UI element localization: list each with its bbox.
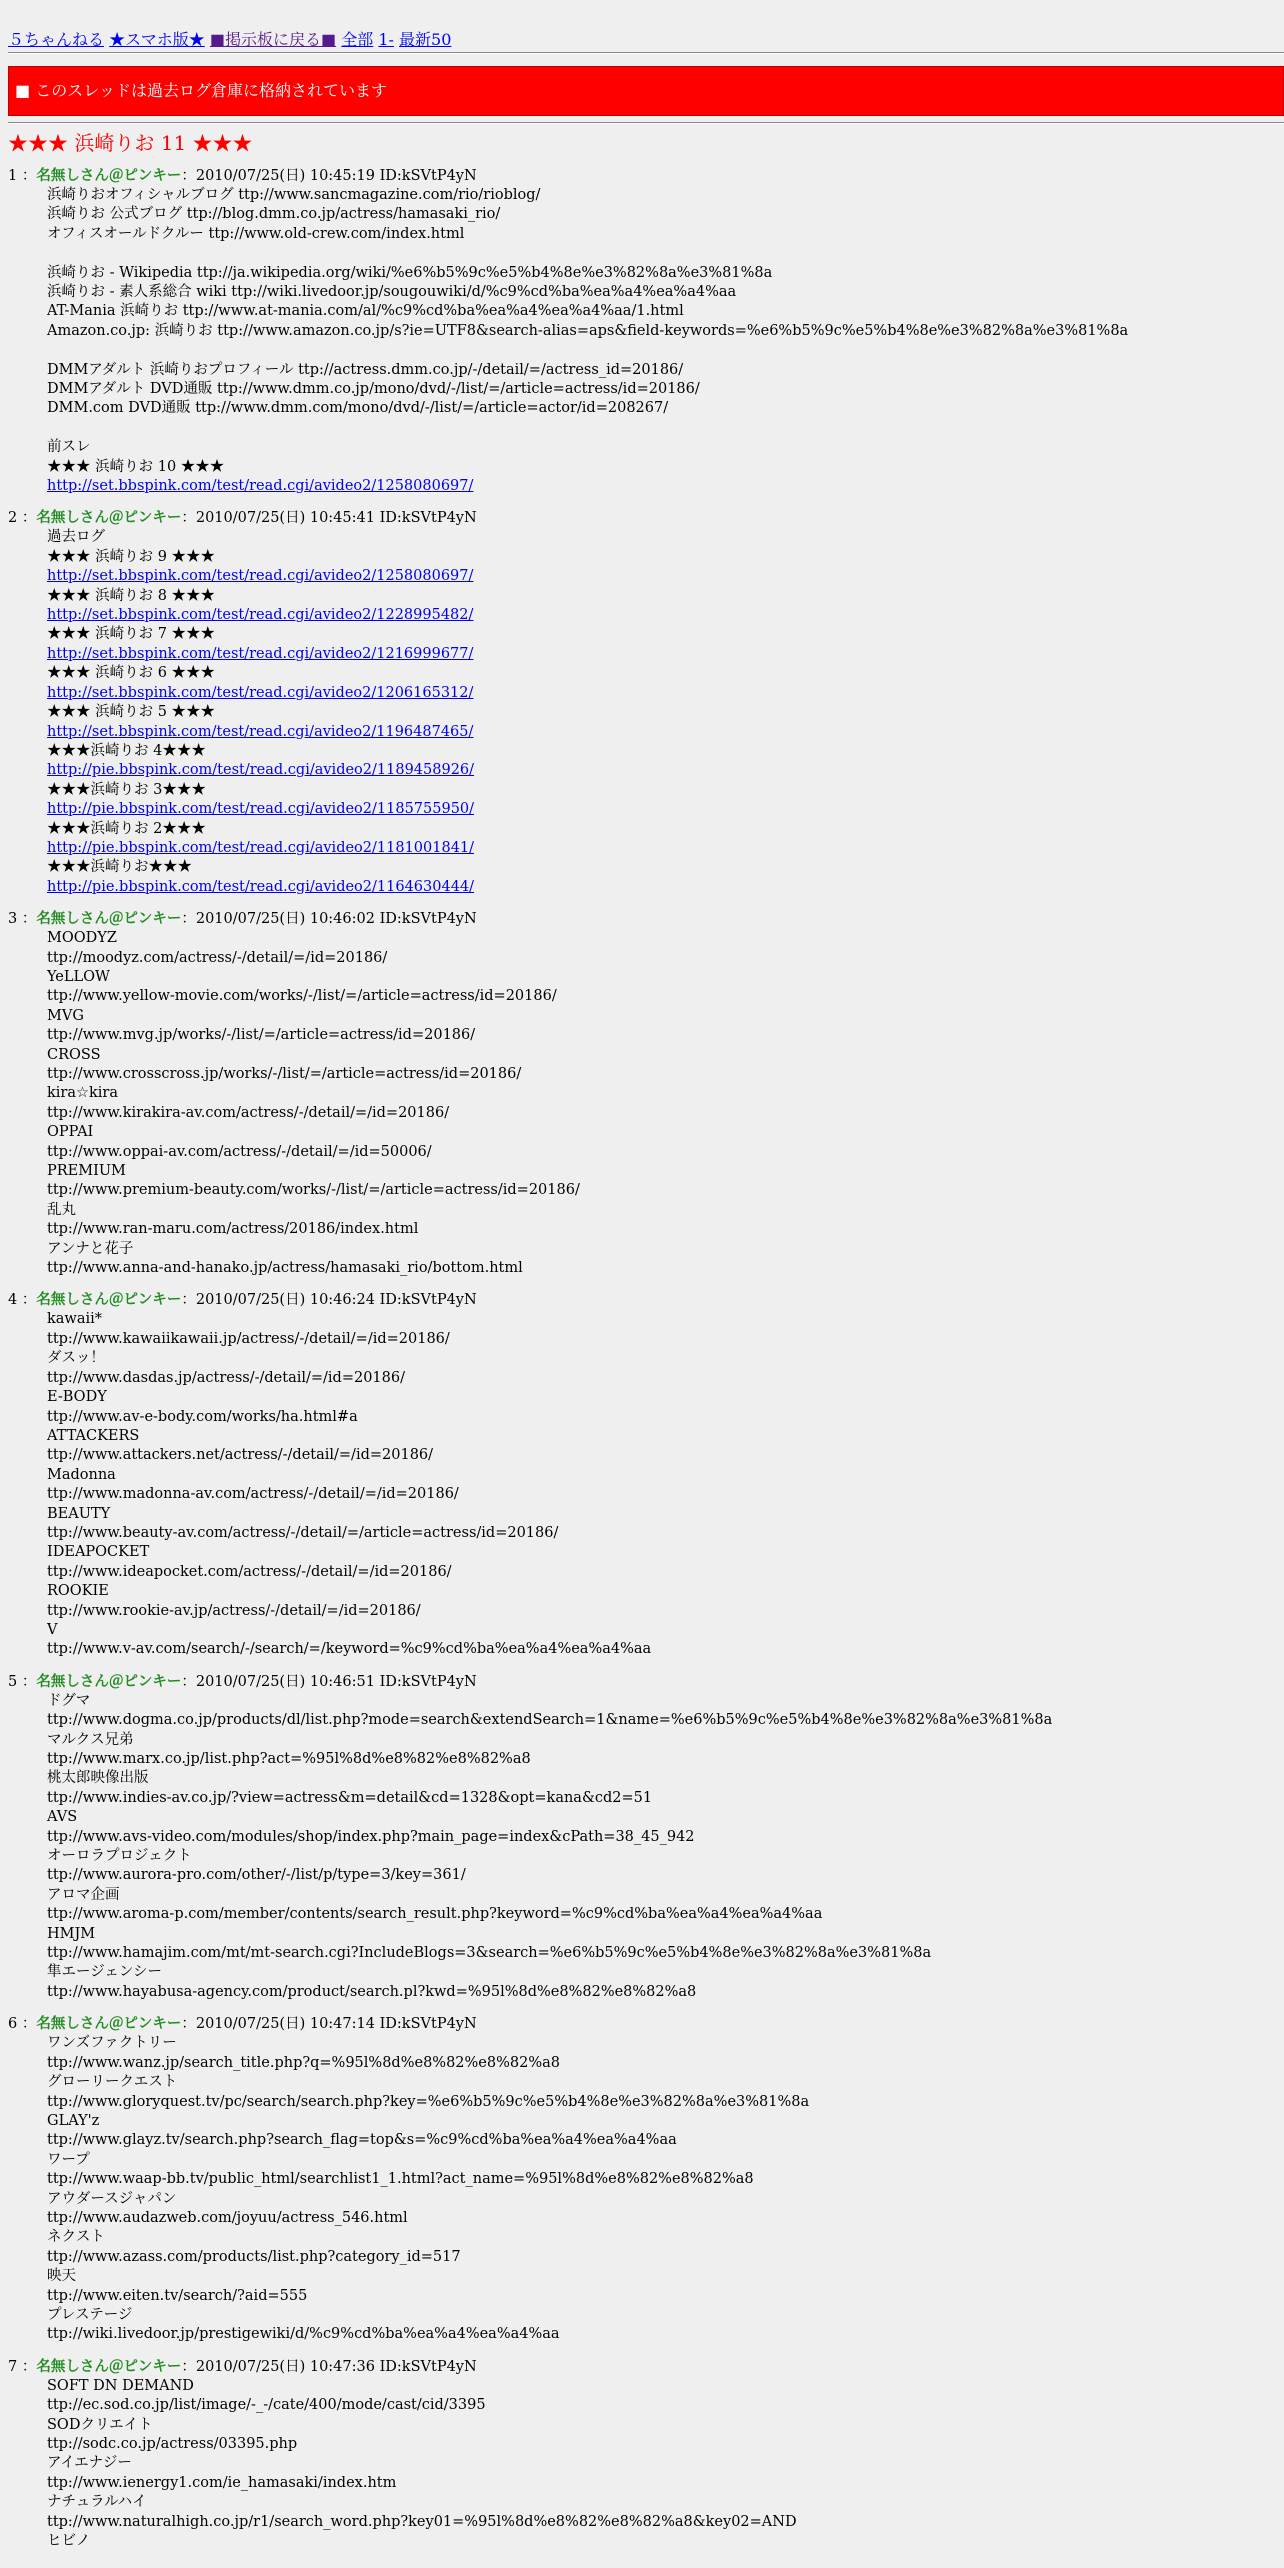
post-text: ttp://www.eiten.tv/search/?aid=555 bbox=[47, 2287, 308, 2304]
post-text: ttp://www.premium-beauty.com/works/-/list/=/article=actress/id=20186/ bbox=[47, 1182, 580, 1199]
post-line bbox=[47, 2396, 1284, 2415]
post-text: オフィスオールドクルー ttp://www.old-crew.com/index.html bbox=[47, 225, 465, 242]
post bbox=[8, 1290, 1284, 1659]
post-line bbox=[47, 781, 1284, 800]
post-line bbox=[47, 878, 1284, 897]
archived-banner: ■ このスレッドは過去ログ倉庫に格納されています bbox=[8, 66, 1284, 116]
post-text: 隼エージェンシー bbox=[47, 1964, 163, 1981]
post-text: ヒビノ bbox=[47, 2533, 91, 2550]
post-body bbox=[47, 528, 1284, 897]
post-line bbox=[47, 1789, 1284, 1808]
post-line bbox=[47, 2287, 1284, 2306]
post-text: ワンズファクトリー bbox=[47, 2035, 177, 2052]
post-text: ttp://ec.sod.co.jp/list/image/-_-/cate/400/mode/cast/cid/3395 bbox=[47, 2397, 486, 2414]
post-line bbox=[47, 1808, 1284, 1827]
post-line bbox=[47, 625, 1284, 644]
post-text: AT-Mania 浜崎りお ttp://www.at-mania.com/al/%c9%cd%ba%ea%a4%ea%a4%aa/1.html bbox=[47, 303, 684, 320]
post-line bbox=[47, 1104, 1284, 1123]
post-text: IDEAPOCKET bbox=[47, 1544, 150, 1561]
post-line bbox=[47, 399, 1284, 418]
post-text: AVS bbox=[47, 1809, 78, 1826]
post-text: ttp://www.dogma.co.jp/products/dl/list.php?mode=search&extendSearch=1&name=%e6%b5%9c%e5%b4%8e%e3%82%8a%e3%81%8a bbox=[47, 1712, 1053, 1729]
post-line bbox=[47, 1046, 1284, 1065]
post-line bbox=[47, 1220, 1284, 1239]
post-line bbox=[47, 1944, 1284, 1963]
post-line bbox=[47, 2112, 1284, 2131]
divider bbox=[8, 122, 1284, 124]
post-text: ★★★浜崎りお 2★★★ bbox=[47, 820, 206, 837]
post-line bbox=[47, 2248, 1284, 2267]
post-text: オーロラプロジェクト bbox=[47, 1848, 192, 1865]
nav-back-to-board-link[interactable]: ■掲示板に戻る■ bbox=[209, 30, 337, 49]
post-line bbox=[47, 186, 1284, 205]
post bbox=[8, 166, 1284, 496]
post-text: HMJM bbox=[47, 1925, 96, 1942]
post-header: 6 ：名無しさん＠ピンキー：2010/07/25(日) 10:47:14 ID:kSVtP4yN bbox=[8, 2015, 477, 2033]
post-line bbox=[47, 225, 1284, 244]
post-line bbox=[47, 1162, 1284, 1181]
post-text: アロマ企画 bbox=[47, 1886, 120, 1903]
post-line bbox=[47, 380, 1284, 399]
post-line bbox=[47, 929, 1284, 948]
post-line bbox=[47, 1446, 1284, 1465]
post-line bbox=[47, 1408, 1284, 1427]
post-text: ★★★浜崎りお★★★ bbox=[47, 859, 192, 876]
post-date-id: 2010/07/25(日) 10:47:14 ID:kSVtP4yN bbox=[195, 2016, 477, 2033]
post-line bbox=[47, 1925, 1284, 1944]
post-line bbox=[47, 645, 1284, 664]
post-line bbox=[47, 1621, 1284, 1640]
post-line bbox=[47, 2170, 1284, 2189]
post-line bbox=[47, 205, 1284, 224]
post-text: DMMアダルト 浜崎りおプロフィール ttp://actress.dmm.co.jp/-/detail/=/actress_id=20186/ bbox=[47, 361, 684, 378]
post-text: YeLLOW bbox=[47, 968, 110, 985]
post-text: ttp://www.hamajim.com/mt/mt-search.cgi?IncludeBlogs=3&search=%e6%b5%9c%e5%b4%8e%e3%82%8a%e3%81%8a bbox=[47, 1945, 932, 1962]
post-text: Amazon.co.jp: 浜崎りお ttp://www.amazon.co.jp/s?ie=UTF8&search-alias=aps&field-keywords=%e6%b5%9c%e5%b4%8e%e3%82%8a%e3%81%8a bbox=[47, 322, 1129, 339]
post-date-id: 2010/07/25(日) 10:46:02 ID:kSVtP4yN bbox=[195, 911, 477, 928]
thread-link[interactable]: http://set.bbspink.com/test/read.cgi/avideo2/1216999677/ bbox=[47, 645, 474, 662]
post-line bbox=[47, 1201, 1284, 1220]
post-text: V bbox=[47, 1621, 58, 1638]
post-text: ROOKIE bbox=[47, 1583, 109, 1600]
post-text: マルクス兄弟 bbox=[47, 1731, 134, 1748]
post-text: グローリークエスト bbox=[47, 2074, 178, 2091]
post bbox=[8, 508, 1284, 897]
post-text: ttp://www.wanz.jp/search_title.php?q=%95l%8d%e8%82%e8%82%a8 bbox=[47, 2054, 560, 2071]
thread-link[interactable]: http://set.bbspink.com/test/read.cgi/avideo2/1258080697/ bbox=[47, 568, 474, 585]
post-line bbox=[47, 968, 1284, 987]
post-line bbox=[47, 1388, 1284, 1407]
post-line bbox=[47, 1847, 1284, 1866]
post-date-id: 2010/07/25(日) 10:46:51 ID:kSVtP4yN bbox=[195, 1673, 477, 1690]
nav-all-link[interactable]: 全部 bbox=[341, 30, 374, 49]
post-line bbox=[47, 1769, 1284, 1788]
post-text: ttp://www.ran-maru.com/actress/20186/index.html bbox=[47, 1221, 419, 1238]
post-date-id: 2010/07/25(日) 10:46:24 ID:kSVtP4yN bbox=[195, 1292, 477, 1309]
post-body bbox=[47, 1310, 1284, 1659]
post-text: ttp://moodyz.com/actress/-/detail/=/id=20186/ bbox=[47, 949, 388, 966]
poster-name: 名無しさん＠ピンキー bbox=[36, 2015, 182, 2033]
post-number[interactable]: 5 bbox=[8, 1673, 18, 1690]
post-text: ★★★ 浜崎りお 5 ★★★ bbox=[47, 704, 216, 721]
post-line bbox=[47, 1711, 1284, 1730]
post-line bbox=[47, 283, 1284, 302]
post-text: 過去ログ bbox=[47, 529, 105, 546]
post-line bbox=[47, 322, 1284, 341]
post-line bbox=[47, 2073, 1284, 2092]
post-line bbox=[47, 2532, 1284, 2551]
post-text: ttp://www.av-e-body.com/works/ha.html#a bbox=[47, 1408, 358, 1425]
post-line bbox=[47, 2513, 1284, 2532]
post-text: ★★★ 浜崎りお 7 ★★★ bbox=[47, 626, 216, 643]
post-line bbox=[47, 987, 1284, 1006]
post-text: ttp://www.azass.com/products/list.php?category_id=517 bbox=[47, 2248, 461, 2265]
post-line bbox=[47, 361, 1284, 380]
post-line bbox=[47, 1905, 1284, 1924]
post-line bbox=[47, 244, 1284, 263]
post-line bbox=[47, 1866, 1284, 1885]
poster-name: 名無しさん＠ピンキー bbox=[36, 167, 182, 184]
post-line bbox=[47, 800, 1284, 819]
post-line bbox=[47, 2228, 1284, 2247]
post-line bbox=[47, 1750, 1284, 1769]
post-line bbox=[47, 1640, 1284, 1659]
post-body bbox=[47, 2034, 1284, 2345]
divider bbox=[8, 52, 1284, 54]
post-text: ttp://www.madonna-av.com/actress/-/detail/=/id=20186/ bbox=[47, 1486, 459, 1503]
post-date-id: 2010/07/25(日) 10:45:19 ID:kSVtP4yN bbox=[195, 168, 477, 184]
post-line bbox=[47, 1828, 1284, 1847]
post-text: GLAY'z bbox=[47, 2112, 100, 2129]
post-line bbox=[47, 264, 1284, 283]
post-text: ★★★ 浜崎りお 9 ★★★ bbox=[47, 548, 216, 565]
poster-name: 名無しさん＠ピンキー bbox=[36, 2357, 182, 2375]
post-line bbox=[47, 1310, 1284, 1329]
post-text: ttp://www.glayz.tv/search.php?search_flag=top&s=%c9%cd%ba%ea%a4%ea%a4%aa bbox=[47, 2132, 677, 2149]
post-line bbox=[47, 1240, 1284, 1259]
nav-5ch-link[interactable]: ５ちゃんねる bbox=[8, 30, 105, 49]
post-text: ttp://www.yellow-movie.com/works/-/list/=/article=actress/id=20186/ bbox=[47, 988, 557, 1005]
post-line bbox=[47, 2454, 1284, 2473]
post-line bbox=[47, 684, 1284, 703]
post-text: kira☆kira bbox=[47, 1085, 118, 1102]
post-line bbox=[47, 723, 1284, 742]
post-line bbox=[47, 1602, 1284, 1621]
thread-link[interactable]: http://set.bbspink.com/test/read.cgi/avideo2/1258080697/ bbox=[47, 478, 474, 495]
post-text: ttp://sodc.co.jp/actress/03395.php bbox=[47, 2436, 298, 2453]
poster-name: 名無しさん＠ピンキー bbox=[36, 509, 182, 527]
post-line bbox=[47, 664, 1284, 683]
thread-link[interactable]: http://set.bbspink.com/test/read.cgi/avideo2/1228995482/ bbox=[47, 607, 474, 624]
post-body bbox=[47, 186, 1284, 496]
post-line bbox=[47, 2267, 1284, 2286]
post bbox=[8, 909, 1284, 1278]
post-text: ttp://www.beauty-av.com/actress/-/detail/=/article=actress/id=20186/ bbox=[47, 1524, 559, 1541]
post-text: アンナと花子 bbox=[47, 1240, 134, 1257]
post-line bbox=[47, 2435, 1284, 2454]
post-line bbox=[47, 2306, 1284, 2325]
post bbox=[8, 2014, 1284, 2345]
post-text: ttp://www.kawaiikawaii.jp/actress/-/detail/=/id=20186/ bbox=[47, 1330, 450, 1347]
post-text: ナチュラルハイ bbox=[47, 2494, 147, 2511]
post-line bbox=[47, 1563, 1284, 1582]
post-line bbox=[47, 1886, 1284, 1905]
post-line bbox=[47, 1485, 1284, 1504]
post-line bbox=[47, 1123, 1284, 1142]
post-text: ttp://www.gloryquest.tv/pc/search/search.php?key=%e6%b5%9c%e5%b4%8e%e3%82%8a%e3%81%8a bbox=[47, 2093, 810, 2110]
post-text: ttp://www.v-av.com/search/-/search/=/keyword=%c9%cd%ba%ea%a4%ea%a4%aa bbox=[47, 1641, 652, 1658]
post-text: アイエナジー bbox=[47, 2455, 132, 2472]
post-text: E-BODY bbox=[47, 1389, 107, 1406]
post-line bbox=[47, 2034, 1284, 2053]
post-text: ttp://www.mvg.jp/works/-/list/=/article=actress/id=20186/ bbox=[47, 1027, 476, 1044]
post-text: Madonna bbox=[47, 1466, 116, 1483]
post-line bbox=[47, 606, 1284, 625]
post-line bbox=[47, 2151, 1284, 2170]
post bbox=[8, 2357, 1284, 2552]
post-line bbox=[47, 1330, 1284, 1349]
post-text: SODクリエイト bbox=[47, 2416, 153, 2433]
post-text: ttp://www.rookie-av.jp/actress/-/detail/=/id=20186/ bbox=[47, 1602, 421, 1619]
post-text: ttp://www.crosscross.jp/works/-/list/=/article=actress/id=20186/ bbox=[47, 1066, 522, 1083]
post-body bbox=[47, 1692, 1284, 2003]
post-line bbox=[47, 548, 1284, 567]
nav-first-link[interactable]: 1- bbox=[378, 30, 394, 49]
thread-link[interactable]: http://set.bbspink.com/test/read.cgi/avideo2/1206165312/ bbox=[47, 684, 474, 701]
post-text: ttp://www.dasdas.jp/actress/-/detail/=/id=20186/ bbox=[47, 1369, 405, 1386]
post-line bbox=[47, 1466, 1284, 1485]
post-text: ttp://www.aroma-p.com/member/contents/search_result.php?keyword=%c9%cd%ba%ea%a4%ea%a4%aa bbox=[47, 1906, 823, 1923]
post-text: ttp://www.naturalhigh.co.jp/r1/search_word.php?key01=%95l%8d%e8%82%e8%82%a8&key02=AND bbox=[47, 2513, 797, 2530]
post-number[interactable]: 6 bbox=[8, 2016, 18, 2033]
post-text: ttp://www.ideapocket.com/actress/-/detail/=/id=20186/ bbox=[47, 1563, 452, 1580]
post-text: ttp://www.waap-bb.tv/public_html/searchlist1_1.html?act_name=%95l%8d%e8%82%e8%82%a8 bbox=[47, 2171, 754, 2188]
post-text: 浜崎りお - 素人系総合 wiki ttp://wiki.livedoor.jp/sougouwiki/d/%c9%cd%ba%ea%a4%ea%a4%aa bbox=[47, 284, 737, 301]
post-header: 1 ：名無しさん＠ピンキー：2010/07/25(日) 10:45:19 ID:kSVtP4yN bbox=[8, 167, 477, 184]
thread-title: ★★★ 浜崎りお 11 ★★★ bbox=[8, 131, 253, 155]
post-text: 桃太郎映像出版 bbox=[47, 1770, 149, 1787]
post-text: ttp://www.anna-and-hanako.jp/actress/hamasaki_rio/bottom.html bbox=[47, 1260, 523, 1277]
post-text: ttp://www.attackers.net/actress/-/detail/=/id=20186/ bbox=[47, 1447, 434, 1464]
top-nav bbox=[8, 0, 1284, 50]
thread-posts bbox=[8, 166, 1284, 2551]
post-line bbox=[47, 2474, 1284, 2493]
post-text: ★★★浜崎りお 3★★★ bbox=[47, 781, 206, 798]
post-text: ttp://www.hayabusa-agency.com/product/search.pl?kwd=%95l%8d%e8%82%e8%82%a8 bbox=[47, 1983, 697, 2000]
post-line bbox=[47, 2131, 1284, 2150]
post-line bbox=[47, 1427, 1284, 1446]
thread-link[interactable]: http://pie.bbspink.com/test/read.cgi/avideo2/1181001841/ bbox=[47, 839, 475, 856]
post-header: 7 ：名無しさん＠ピンキー：2010/07/25(日) 10:47:36 ID:kSVtP4yN bbox=[8, 2357, 477, 2375]
post-body bbox=[47, 929, 1284, 1278]
post-line bbox=[47, 2416, 1284, 2435]
post-line bbox=[47, 1026, 1284, 1045]
post-text: DMMアダルト DVD通販 ttp://www.dmm.co.jp/mono/dvd/-/list/=/article=actress/id=20186/ bbox=[47, 381, 700, 398]
post-line bbox=[47, 567, 1284, 586]
post-text: ttp://www.avs-video.com/modules/shop/index.php?main_page=index&cPath=38_45_942 bbox=[47, 1828, 695, 1845]
post-line bbox=[47, 1181, 1284, 1200]
post-line bbox=[47, 742, 1284, 761]
post-header: 3 ：名無しさん＠ピンキー：2010/07/25(日) 10:46:02 ID:kSVtP4yN bbox=[8, 910, 477, 928]
post-text: ttp://www.indies-av.co.jp/?view=actress&m=detail&cd=1328&opt=kana&cd2=51 bbox=[47, 1789, 653, 1806]
post-number[interactable]: 3 bbox=[8, 911, 18, 928]
post bbox=[8, 1672, 1284, 2003]
poster-name: 名無しさん＠ピンキー bbox=[36, 1672, 182, 1690]
post-line bbox=[47, 1731, 1284, 1750]
post-line bbox=[47, 2093, 1284, 2112]
post-text: MOODYZ bbox=[47, 930, 117, 947]
post-line bbox=[47, 2209, 1284, 2228]
post-line bbox=[47, 1065, 1284, 1084]
post-text: ★★★ 浜崎りお 8 ★★★ bbox=[47, 587, 216, 604]
post-text: ★★★ 浜崎りお 10 ★★★ bbox=[47, 458, 225, 475]
post-line bbox=[47, 1369, 1284, 1388]
post-number[interactable]: 7 bbox=[8, 2358, 18, 2375]
post-header: 5 ：名無しさん＠ピンキー：2010/07/25(日) 10:46:51 ID:kSVtP4yN bbox=[8, 1672, 477, 1690]
post-text: 映天 bbox=[47, 2268, 76, 2285]
post-line bbox=[47, 1692, 1284, 1711]
post-line bbox=[47, 419, 1284, 438]
post-line bbox=[47, 458, 1284, 477]
post-number[interactable]: 2 bbox=[8, 510, 18, 527]
post-line bbox=[47, 587, 1284, 606]
post-text: ATTACKERS bbox=[47, 1427, 140, 1444]
post-line bbox=[47, 438, 1284, 457]
post-text: ★★★浜崎りお 4★★★ bbox=[47, 742, 206, 759]
post-line bbox=[47, 341, 1284, 360]
poster-name: 名無しさん＠ピンキー bbox=[36, 1291, 182, 1309]
post-line bbox=[47, 302, 1284, 321]
post-line bbox=[47, 1143, 1284, 1162]
post-text: ダスッ！ bbox=[47, 1350, 105, 1367]
post-line bbox=[47, 761, 1284, 780]
post-text: 前スレ bbox=[47, 439, 91, 456]
post-line bbox=[47, 858, 1284, 877]
post-date-id: 2010/07/25(日) 10:45:41 ID:kSVtP4yN bbox=[195, 510, 477, 527]
post-line bbox=[47, 839, 1284, 858]
post-text: PREMIUM bbox=[47, 1163, 126, 1180]
post-line bbox=[47, 1983, 1284, 2002]
thread-link[interactable]: http://pie.bbspink.com/test/read.cgi/avideo2/1189458926/ bbox=[47, 762, 475, 779]
post-line bbox=[47, 528, 1284, 547]
post-text: ネクスト bbox=[47, 2229, 105, 2246]
post-line bbox=[47, 703, 1284, 722]
post-number[interactable]: 1 bbox=[8, 168, 18, 184]
post-text: MVG bbox=[47, 1007, 84, 1024]
post-text: SOFT DN DEMAND bbox=[47, 2377, 194, 2394]
post-line bbox=[47, 820, 1284, 839]
post-line bbox=[47, 2054, 1284, 2073]
post-text: ttp://www.oppai-av.com/actress/-/detail/=/id=50006/ bbox=[47, 1143, 432, 1160]
post-line bbox=[47, 2325, 1284, 2344]
post-text: ワープ bbox=[47, 2151, 90, 2168]
post-text: ttp://www.aurora-pro.com/other/-/list/p/type=3/key=361/ bbox=[47, 1867, 466, 1884]
post-text: アウダースジャパン bbox=[47, 2190, 177, 2207]
post-line bbox=[47, 1505, 1284, 1524]
post-line bbox=[47, 1963, 1284, 1982]
post-header: 4 ：名無しさん＠ピンキー：2010/07/25(日) 10:46:24 ID:kSVtP4yN bbox=[8, 1291, 477, 1309]
post-line bbox=[47, 1543, 1284, 1562]
post-line bbox=[47, 1084, 1284, 1103]
post-line bbox=[47, 1349, 1284, 1368]
post-text: ttp://www.kirakira-av.com/actress/-/detail/=/id=20186/ bbox=[47, 1104, 450, 1121]
post-line bbox=[47, 949, 1284, 968]
post-text: ★★★ 浜崎りお 6 ★★★ bbox=[47, 665, 216, 682]
post-line bbox=[47, 1007, 1284, 1026]
thread-link[interactable]: http://set.bbspink.com/test/read.cgi/avideo2/1196487465/ bbox=[47, 723, 474, 740]
post-text: ttp://www.marx.co.jp/list.php?act=%95l%8d%e8%82%e8%82%a8 bbox=[47, 1751, 531, 1768]
poster-name: 名無しさん＠ピンキー bbox=[36, 910, 182, 928]
post-text: 浜崎りおオフィシャルブログ ttp://www.sancmagazine.com/rio/rioblog/ bbox=[47, 187, 541, 203]
post-text: ドグマ bbox=[47, 1692, 91, 1709]
post-line bbox=[47, 1259, 1284, 1278]
thread-link[interactable]: http://pie.bbspink.com/test/read.cgi/avideo2/1185755950/ bbox=[47, 801, 475, 818]
post-text: 浜崎りお 公式ブログ ttp://blog.dmm.co.jp/actress/hamasaki_rio/ bbox=[47, 206, 501, 223]
post-text: BEAUTY bbox=[47, 1505, 111, 1522]
post-text: DMM.com DVD通販 ttp://www.dmm.com/mono/dvd/-/list/=/article=actor/id=208267/ bbox=[47, 400, 669, 417]
post-text: プレステージ bbox=[47, 2306, 133, 2323]
post-line bbox=[47, 1582, 1284, 1601]
post-text: CROSS bbox=[47, 1046, 101, 1063]
post-text: ttp://www.audazweb.com/joyuu/actress_546.html bbox=[47, 2209, 408, 2226]
post-text: OPPAI bbox=[47, 1124, 94, 1141]
post-line bbox=[47, 2377, 1284, 2396]
post-text: 乱丸 bbox=[47, 1201, 76, 1218]
nav-latest50-link[interactable]: 最新50 bbox=[399, 30, 452, 49]
nav-smartphone-link[interactable]: ★スマホ版★ bbox=[109, 30, 205, 49]
post-text: ttp://wiki.livedoor.jp/prestigewiki/d/%c9%cd%ba%ea%a4%ea%a4%aa bbox=[47, 2326, 560, 2343]
post-text: kawaii* bbox=[47, 1311, 103, 1328]
post-line bbox=[47, 2190, 1284, 2209]
post-body bbox=[47, 2377, 1284, 2552]
post-date-id: 2010/07/25(日) 10:47:36 ID:kSVtP4yN bbox=[195, 2358, 477, 2375]
post-line bbox=[47, 2493, 1284, 2512]
post-line bbox=[47, 477, 1284, 496]
post-text: 浜崎りお - Wikipedia ttp://ja.wikipedia.org/wiki/%e6%b5%9c%e5%b4%8e%e3%82%8a%e3%81%8a bbox=[47, 264, 773, 281]
post-number[interactable]: 4 bbox=[8, 1292, 18, 1309]
post-line bbox=[47, 1524, 1284, 1543]
post-header: 2 ：名無しさん＠ピンキー：2010/07/25(日) 10:45:41 ID:kSVtP4yN bbox=[8, 509, 477, 527]
thread-link[interactable]: http://pie.bbspink.com/test/read.cgi/avideo2/1164630444/ bbox=[47, 878, 475, 895]
post-text: ttp://www.ienergy1.com/ie_hamasaki/index.htm bbox=[47, 2474, 397, 2491]
